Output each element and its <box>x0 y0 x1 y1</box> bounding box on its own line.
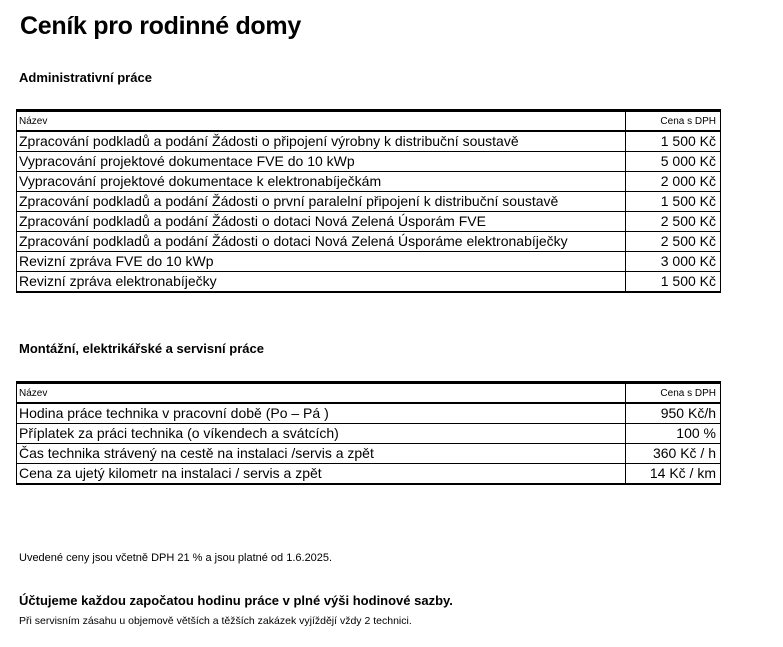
item-price: 2 500 Kč <box>626 232 721 252</box>
column-header-name: Název <box>17 111 626 132</box>
item-price: 100 % <box>626 424 721 444</box>
table-row <box>17 152 721 172</box>
item-name: Vypracování projektové dokumentace FVE do 10 kWp <box>17 152 626 172</box>
table-row <box>17 272 721 293</box>
hourly-billing-note: Účtujeme každou započatou hodinu práce v plné výši hodinové sazby. <box>19 593 453 608</box>
service-technicians-note: Při servisním zásahu u objemově větších a těžších zakázek vyjíždějí vždy 2 technici. <box>19 615 412 627</box>
section-heading-installation: Montážní, elektrikářské a servisní práce <box>19 341 264 356</box>
item-price: 1 500 Kč <box>626 192 721 212</box>
table-row <box>17 444 721 464</box>
item-price: 950 Kč/h <box>626 403 721 424</box>
table-row <box>17 172 721 192</box>
item-name: Zpracování podkladů a podání Žádosti o první paralelní připojení k distribuční soustavě <box>17 192 626 212</box>
table-row <box>17 252 721 272</box>
vat-note: Uvedené ceny jsou včetně DPH 21 % a jsou platné od 1.6.2025. <box>19 552 333 564</box>
column-header-price: Cena s DPH <box>626 383 721 404</box>
item-name: Revizní zpráva FVE do 10 kWp <box>17 252 626 272</box>
item-price: 2 000 Kč <box>626 172 721 192</box>
table-header-row <box>17 111 721 132</box>
table-row <box>17 192 721 212</box>
item-name: Příplatek za práci technika (o víkendech a svátcích) <box>17 424 626 444</box>
item-price: 3 000 Kč <box>626 252 721 272</box>
item-price: 14 Kč / km <box>626 464 721 485</box>
item-name: Vypracování projektové dokumentace k elektronabíječkám <box>17 172 626 192</box>
price-table-administrative <box>16 109 721 293</box>
item-name: Hodina práce technika v pracovní době (Po – Pá ) <box>17 403 626 424</box>
table-row <box>17 212 721 232</box>
item-price: 1 500 Kč <box>626 272 721 293</box>
table-row <box>17 131 721 152</box>
item-name: Čas technika strávený na cestě na instalaci /servis a zpět <box>17 444 626 464</box>
column-header-price: Cena s DPH <box>626 111 721 132</box>
table-row <box>17 232 721 252</box>
item-price: 1 500 Kč <box>626 131 721 152</box>
price-table-installation <box>16 381 721 485</box>
page-title: Ceník pro rodinné domy <box>20 12 301 40</box>
table-row <box>17 424 721 444</box>
table-row <box>17 403 721 424</box>
table-header-row <box>17 383 721 404</box>
section-heading-administrative: Administrativní práce <box>19 70 152 85</box>
item-name: Revizní zpráva elektronabíječky <box>17 272 626 293</box>
table-row <box>17 464 721 485</box>
column-header-name: Název <box>17 383 626 404</box>
item-name: Zpracování podkladů a podání Žádosti o připojení výrobny k distribuční soustavě <box>17 131 626 152</box>
item-name: Cena za ujetý kilometr na instalaci / servis a zpět <box>17 464 626 485</box>
item-price: 5 000 Kč <box>626 152 721 172</box>
item-name: Zpracování podkladů a podání Žádosti o dotaci Nová Zelená Úsporáme elektronabíječky <box>17 232 626 252</box>
item-price: 360 Kč / h <box>626 444 721 464</box>
item-name: Zpracování podkladů a podání Žádosti o dotaci Nová Zelená Úsporám FVE <box>17 212 626 232</box>
item-price: 2 500 Kč <box>626 212 721 232</box>
